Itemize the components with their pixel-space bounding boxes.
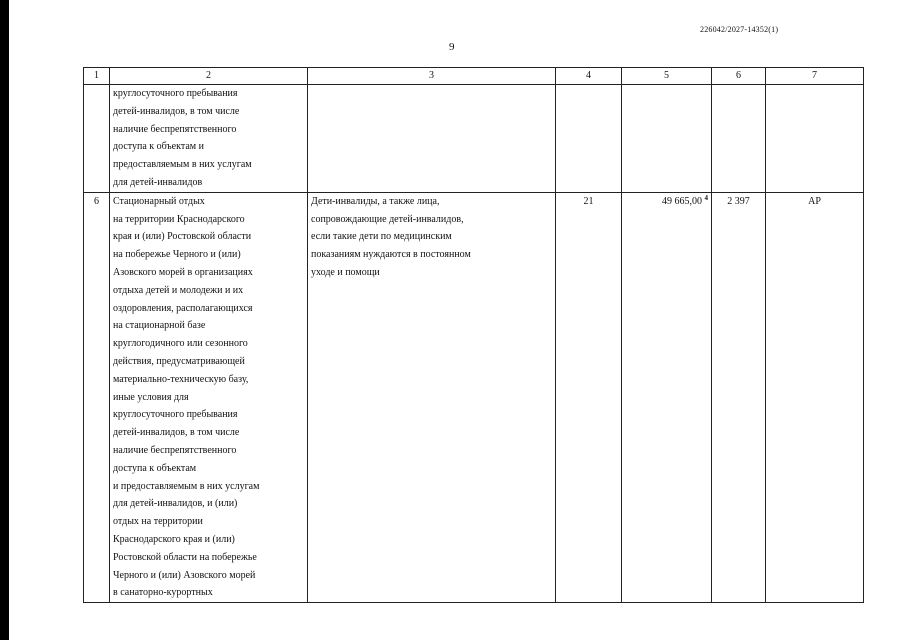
col-6-value: 2 397 xyxy=(712,192,766,602)
text-line: наличие беспрепятственного xyxy=(113,123,237,135)
text-line: материально-техническую базу, xyxy=(113,373,249,385)
header-col-4: 4 xyxy=(556,68,622,85)
text-line: наличие беспрепятственного xyxy=(113,444,237,456)
continuation-row xyxy=(84,85,864,193)
text-line: отдых на территории xyxy=(113,516,203,528)
text-line: круглосуточного пребывания xyxy=(113,409,238,421)
text-line: иные условия для xyxy=(113,391,189,403)
continuation-cell-4 xyxy=(556,85,622,193)
header-col-3: 3 xyxy=(308,68,556,85)
amount: 49 665,00 xyxy=(662,195,702,207)
text-line: на стационарной базе xyxy=(113,320,206,332)
text-line: на территории Краснодарского xyxy=(113,213,245,225)
text-line: действия, предусматривающей xyxy=(113,355,245,367)
text-line: Дети-инвалиды, а также лица, xyxy=(311,195,440,207)
scan-edge-bar xyxy=(0,0,9,640)
footnote-marker: 4 xyxy=(704,193,708,202)
text-line: края и (или) Ростовской области xyxy=(113,231,252,243)
table-row-6 xyxy=(84,192,864,602)
continuation-cell-5 xyxy=(622,85,712,193)
text-line: уходе и помощи xyxy=(311,266,380,278)
text-line: Черного и (или) Азовского морей xyxy=(113,569,256,581)
header-col-6: 6 xyxy=(712,68,766,85)
header-col-2: 2 xyxy=(110,68,308,85)
header-col-5: 5 xyxy=(622,68,712,85)
continuation-cell-1 xyxy=(84,85,110,193)
text-line: для детей-инвалидов, и (или) xyxy=(113,498,238,510)
text-line: если такие дети по медицинским xyxy=(311,231,452,243)
col-4-value: 21 xyxy=(556,192,622,602)
text-line: Стационарный отдых xyxy=(113,195,205,207)
text-line: доступа к объектам и xyxy=(113,141,204,153)
document-table xyxy=(83,67,864,603)
text-line: круглосуточного пребывания xyxy=(113,88,238,99)
text-line: на побережье Черного и (или) xyxy=(113,249,241,261)
continuation-cell-7 xyxy=(766,85,864,193)
text-line: предоставляемым в них услугам xyxy=(113,159,252,171)
text-line: и предоставляемым в них услугам xyxy=(113,480,260,492)
document-code: 226042/2027-14352(1) xyxy=(700,25,779,34)
text-line: детей-инвалидов, в том числе xyxy=(113,105,240,117)
text-line: круглогодичного или сезонного xyxy=(113,338,248,350)
service-description xyxy=(110,192,308,602)
col-5-value xyxy=(622,192,712,602)
text-line: Краснодарского края и (или) xyxy=(113,533,235,545)
text-line: показаниям нуждаются в постоянном xyxy=(311,249,471,261)
text-line: Ростовской области на побережье xyxy=(113,551,257,563)
text-line: в санаторно-курортных xyxy=(113,587,213,599)
text-line: сопровождающие детей-инвалидов, xyxy=(311,213,464,225)
text-line: для детей-инвалидов xyxy=(113,176,203,188)
header-col-7: 7 xyxy=(766,68,864,85)
continuation-cell-6 xyxy=(712,85,766,193)
col-7-value: АР xyxy=(766,192,864,602)
row-number: 6 xyxy=(84,192,110,602)
continuation-cell-3 xyxy=(308,85,556,193)
page-number: 9 xyxy=(449,41,455,53)
text-line: Азовского морей в организациях xyxy=(113,266,253,278)
text-line: доступа к объектам xyxy=(113,462,197,474)
text-line: отдыха детей и молодежи и их xyxy=(113,284,244,296)
continuation-description xyxy=(110,85,308,193)
recipient-description xyxy=(308,192,556,602)
header-col-1: 1 xyxy=(84,68,110,85)
text-line: детей-инвалидов, в том числе xyxy=(113,427,240,439)
text-line: оздоровления, располагающихся xyxy=(113,302,253,314)
header-row xyxy=(84,68,864,85)
